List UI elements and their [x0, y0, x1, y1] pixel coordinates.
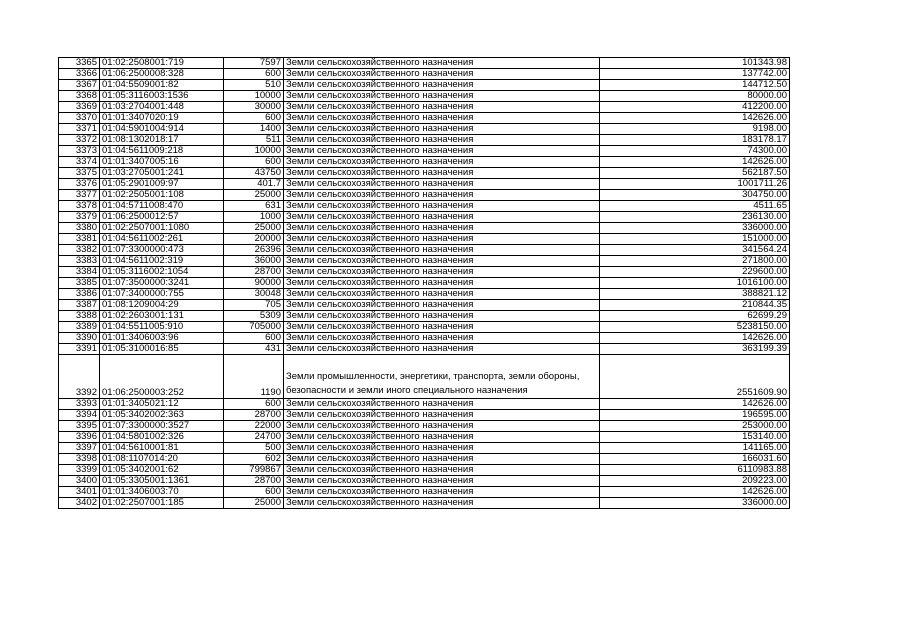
cadastral-number-cell: 01:01:3405021:12: [100, 399, 224, 410]
cadastral-value-cell: 142626.00: [600, 333, 790, 344]
cadastral-value-cell: 4511.65: [600, 201, 790, 212]
land-category-cell: Земли сельскохозяйственного назначения: [284, 124, 600, 135]
area-cell: 631: [224, 201, 284, 212]
row-number-cell: 3369: [59, 102, 100, 113]
row-number-cell: 3401: [59, 487, 100, 498]
land-category-cell: Земли сельскохозяйственного назначения: [284, 146, 600, 157]
row-number-cell: 3391: [59, 344, 100, 355]
cadastral-number-cell: 01:01:3407020:19: [100, 113, 224, 124]
cadastral-value-cell: 5238150.00: [600, 322, 790, 333]
cadastral-value-cell: 183178.17: [600, 135, 790, 146]
cadastral-value-cell: 141165.00: [600, 443, 790, 454]
table-row: [59, 146, 790, 157]
row-number-cell: 3365: [59, 58, 100, 69]
cadastral-value-cell: 236130.00: [600, 212, 790, 223]
cadastral-number-cell: 01:01:3407005:16: [100, 157, 224, 168]
area-cell: 28700: [224, 410, 284, 421]
row-number-cell: 3376: [59, 179, 100, 190]
cadastral-value-cell: 153140.00: [600, 432, 790, 443]
land-category-cell: Земли сельскохозяйственного назначения: [284, 234, 600, 245]
row-number-cell: 3379: [59, 212, 100, 223]
area-cell: 25000: [224, 190, 284, 201]
cadastral-number-cell: 01:04:5711008:470: [100, 201, 224, 212]
cadastral-value-cell: 363199.39: [600, 344, 790, 355]
table-row: [59, 58, 790, 69]
cadastral-number-cell: 01:04:5801002:326: [100, 432, 224, 443]
cadastral-number-cell: 01:07:3500000:3241: [100, 278, 224, 289]
table-row: [59, 289, 790, 300]
cadastral-number-cell: 01:01:3406003:96: [100, 333, 224, 344]
row-number-cell: 3389: [59, 322, 100, 333]
row-number-cell: 3393: [59, 399, 100, 410]
area-cell: 7597: [224, 58, 284, 69]
row-number-cell: 3399: [59, 465, 100, 476]
table-row: [59, 322, 790, 333]
land-category-cell: Земли сельскохозяйственного назначения: [284, 113, 600, 124]
land-category-cell: Земли сельскохозяйственного назначения: [284, 168, 600, 179]
table-row: [59, 454, 790, 465]
cadastral-value-cell: 412200.00: [600, 102, 790, 113]
cadastral-number-cell: 01:02:2507001:185: [100, 498, 224, 509]
cadastral-value-cell: 142626.00: [600, 399, 790, 410]
cadastral-number-cell: 01:04:5611002:319: [100, 256, 224, 267]
cadastral-value-cell: 336000.00: [600, 223, 790, 234]
table-row: [59, 476, 790, 487]
cadastral-number-cell: 01:07:3300000:3527: [100, 421, 224, 432]
land-category-cell: Земли сельскохозяйственного назначения: [284, 69, 600, 80]
land-category-cell: Земли сельскохозяйственного назначения: [284, 399, 600, 410]
cadastral-number-cell: 01:08:1302018:17: [100, 135, 224, 146]
cadastral-number-cell: 01:07:3300000:473: [100, 245, 224, 256]
area-cell: 28700: [224, 267, 284, 278]
table-row: [59, 102, 790, 113]
cadastral-value-cell: 74300.00: [600, 146, 790, 157]
cadastral-value-cell: 253000.00: [600, 421, 790, 432]
cadastral-value-cell: 9198.00: [600, 124, 790, 135]
table-row: [59, 333, 790, 344]
table-row: [59, 80, 790, 91]
table-row: [59, 135, 790, 146]
table-row: [59, 487, 790, 498]
area-cell: 90000: [224, 278, 284, 289]
table-row: [59, 300, 790, 311]
cadastral-number-cell: 01:07:3400000:755: [100, 289, 224, 300]
row-number-cell: 3377: [59, 190, 100, 201]
row-number-cell: 3368: [59, 91, 100, 102]
cadastral-number-cell: 01:03:2704001:448: [100, 102, 224, 113]
cadastral-number-cell: 01:04:5610001:81: [100, 443, 224, 454]
table-row: [59, 212, 790, 223]
cadastral-number-cell: 01:08:1107014:20: [100, 454, 224, 465]
cadastral-value-cell: 271800.00: [600, 256, 790, 267]
table-row: [59, 69, 790, 80]
land-category-cell: Земли сельскохозяйственного назначения: [284, 311, 600, 322]
row-number-cell: 3387: [59, 300, 100, 311]
land-category-cell: Земли сельскохозяйственного назначения: [284, 212, 600, 223]
row-number-cell: 3381: [59, 234, 100, 245]
cadastral-value-cell: 144712.50: [600, 80, 790, 91]
row-number-cell: 3382: [59, 245, 100, 256]
area-cell: 510: [224, 80, 284, 91]
table-row: [59, 421, 790, 432]
cadastral-value-cell: 101343.98: [600, 58, 790, 69]
land-category-cell: Земли сельскохозяйственного назначения: [284, 135, 600, 146]
land-category-cell: Земли сельскохозяйственного назначения: [284, 454, 600, 465]
area-cell: 1000: [224, 212, 284, 223]
cadastral-value-cell: 388821.12: [600, 289, 790, 300]
cadastral-value-cell: 209223.00: [600, 476, 790, 487]
land-category-cell: Земли сельскохозяйственного назначения: [284, 289, 600, 300]
table-row: [59, 190, 790, 201]
area-cell: 799867: [224, 465, 284, 476]
row-number-cell: 3380: [59, 223, 100, 234]
area-cell: 30048: [224, 289, 284, 300]
area-cell: 36000: [224, 256, 284, 267]
cadastral-number-cell: 01:04:5611009:218: [100, 146, 224, 157]
cadastral-number-cell: 01:05:3116003:1536: [100, 91, 224, 102]
land-category-cell: Земли сельскохозяйственного назначения: [284, 333, 600, 344]
table-row: [59, 432, 790, 443]
area-cell: 500: [224, 443, 284, 454]
land-category-cell: Земли сельскохозяйственного назначения: [284, 91, 600, 102]
land-category-cell: Земли сельскохозяйственного назначения: [284, 344, 600, 355]
table-row: [59, 311, 790, 322]
cadastral-number-cell: 01:06:2500003:252: [100, 355, 224, 399]
cadastral-number-cell: 01:04:5509001:82: [100, 80, 224, 91]
row-number-cell: 3390: [59, 333, 100, 344]
area-cell: 431: [224, 344, 284, 355]
area-cell: 600: [224, 157, 284, 168]
cadastral-value-cell: 1001711.26: [600, 179, 790, 190]
land-category-cell: Земли сельскохозяйственного назначения: [284, 498, 600, 509]
row-number-cell: 3385: [59, 278, 100, 289]
row-number-cell: 3371: [59, 124, 100, 135]
table-row: [59, 168, 790, 179]
land-category-cell: Земли сельскохозяйственного назначения: [284, 487, 600, 498]
cadastral-value-cell: 229600.00: [600, 267, 790, 278]
area-cell: 22000: [224, 421, 284, 432]
table-row: [59, 245, 790, 256]
cadastral-value-cell: 341564.24: [600, 245, 790, 256]
cadastral-value-cell: 1016100.00: [600, 278, 790, 289]
cadastral-value-cell: 142626.00: [600, 487, 790, 498]
cadastral-number-cell: 01:02:2505001:108: [100, 190, 224, 201]
cadastral-value-cell: 142626.00: [600, 157, 790, 168]
cadastral-number-cell: 01:04:5901004:914: [100, 124, 224, 135]
area-cell: 600: [224, 487, 284, 498]
cadastral-value-cell: 137742.00: [600, 69, 790, 80]
land-category-cell: Земли сельскохозяйственного назначения: [284, 465, 600, 476]
row-number-cell: 3373: [59, 146, 100, 157]
area-cell: 25000: [224, 498, 284, 509]
table-row: [59, 410, 790, 421]
table-row: [59, 399, 790, 410]
row-number-cell: 3398: [59, 454, 100, 465]
cadastral-value-cell: 196595.00: [600, 410, 790, 421]
land-category-cell: Земли сельскохозяйственного назначения: [284, 267, 600, 278]
row-number-cell: 3394: [59, 410, 100, 421]
cadastral-number-cell: 01:08:1209004:29: [100, 300, 224, 311]
row-number-cell: 3374: [59, 157, 100, 168]
area-cell: 705: [224, 300, 284, 311]
cadastral-number-cell: 01:05:2901009:97: [100, 179, 224, 190]
area-cell: 24700: [224, 432, 284, 443]
land-category-cell: Земли сельскохозяйственного назначения: [284, 58, 600, 69]
table-row: [59, 91, 790, 102]
table-row: [59, 113, 790, 124]
table-row: [59, 223, 790, 234]
land-category-cell: Земли сельскохозяйственного назначения: [284, 80, 600, 91]
area-cell: 10000: [224, 91, 284, 102]
area-cell: 10000: [224, 146, 284, 157]
row-number-cell: 3383: [59, 256, 100, 267]
land-category-cell: Земли сельскохозяйственного назначения: [284, 476, 600, 487]
row-number-cell: 3366: [59, 69, 100, 80]
area-cell: 1190: [224, 355, 284, 399]
row-number-cell: 3395: [59, 421, 100, 432]
land-category-cell: Земли сельскохозяйственного назначения: [284, 443, 600, 454]
table-row: [59, 256, 790, 267]
cadastral-value-cell: 142626.00: [600, 113, 790, 124]
cadastral-value-cell: 210844.35: [600, 300, 790, 311]
table-row: [59, 234, 790, 245]
cadastral-value-cell: 166031.60: [600, 454, 790, 465]
land-category-cell: Земли сельскохозяйственного назначения: [284, 432, 600, 443]
cadastral-number-cell: 01:02:2603001:131: [100, 311, 224, 322]
area-cell: 511: [224, 135, 284, 146]
land-category-cell: Земли промышленности, энергетики, транспорта, земли обороны, безопасности и земли иного специального назначения: [284, 355, 600, 399]
area-cell: 1400: [224, 124, 284, 135]
area-cell: 401.7: [224, 179, 284, 190]
cadastral-number-cell: 01:05:3100016:85: [100, 344, 224, 355]
land-category-cell: Земли сельскохозяйственного назначения: [284, 102, 600, 113]
table-row: [59, 179, 790, 190]
area-cell: 25000: [224, 223, 284, 234]
land-category-cell: Земли сельскохозяйственного назначения: [284, 223, 600, 234]
row-number-cell: 3378: [59, 201, 100, 212]
cadastral-number-cell: 01:06:2500012:57: [100, 212, 224, 223]
table-row: [59, 278, 790, 289]
cadastral-value-cell: 562187.50: [600, 168, 790, 179]
area-cell: 602: [224, 454, 284, 465]
table-row: [59, 355, 790, 399]
cadastral-number-cell: 01:04:5511005:910: [100, 322, 224, 333]
cadastral-number-cell: 01:05:3402001:62: [100, 465, 224, 476]
land-category-cell: Земли сельскохозяйственного назначения: [284, 157, 600, 168]
area-cell: 28700: [224, 476, 284, 487]
table-row: [59, 157, 790, 168]
land-category-cell: Земли сельскохозяйственного назначения: [284, 179, 600, 190]
land-category-cell: Земли сельскохозяйственного назначения: [284, 190, 600, 201]
area-cell: 30000: [224, 102, 284, 113]
land-category-cell: Земли сельскохозяйственного назначения: [284, 421, 600, 432]
row-number-cell: 3392: [59, 355, 100, 399]
cadastral-value-cell: 151000.00: [600, 234, 790, 245]
area-cell: 705000: [224, 322, 284, 333]
row-number-cell: 3384: [59, 267, 100, 278]
row-number-cell: 3370: [59, 113, 100, 124]
cadastral-number-cell: 01:05:3116002:1054: [100, 267, 224, 278]
area-cell: 600: [224, 399, 284, 410]
area-cell: 5309: [224, 311, 284, 322]
table-row: [59, 344, 790, 355]
cadastral-number-cell: 01:02:2507001:1080: [100, 223, 224, 234]
table-body: [59, 58, 790, 509]
cadastral-value-cell: 304750.00: [600, 190, 790, 201]
row-number-cell: 3386: [59, 289, 100, 300]
area-cell: 26396: [224, 245, 284, 256]
table-row: [59, 465, 790, 476]
land-category-cell: Земли сельскохозяйственного назначения: [284, 300, 600, 311]
row-number-cell: 3402: [59, 498, 100, 509]
land-category-cell: Земли сельскохозяйственного назначения: [284, 278, 600, 289]
cadastral-number-cell: 01:05:3305001:1361: [100, 476, 224, 487]
land-category-cell: Земли сельскохозяйственного назначения: [284, 410, 600, 421]
row-number-cell: 3367: [59, 80, 100, 91]
table-row: [59, 267, 790, 278]
land-category-cell: Земли сельскохозяйственного назначения: [284, 245, 600, 256]
cadastral-number-cell: 01:05:3402002:363: [100, 410, 224, 421]
row-number-cell: 3400: [59, 476, 100, 487]
area-cell: 600: [224, 69, 284, 80]
cadastral-value-cell: 2551609.90: [600, 355, 790, 399]
row-number-cell: 3372: [59, 135, 100, 146]
document-page: [58, 57, 790, 509]
area-cell: 600: [224, 333, 284, 344]
cadastral-value-cell: 336000.00: [600, 498, 790, 509]
row-number-cell: 3375: [59, 168, 100, 179]
cadastral-number-cell: 01:02:2508001:719: [100, 58, 224, 69]
area-cell: 20000: [224, 234, 284, 245]
cadastral-number-cell: 01:04:5611002:261: [100, 234, 224, 245]
cadastral-value-cell: 6110983.88: [600, 465, 790, 476]
table-row: [59, 498, 790, 509]
land-category-cell: Земли сельскохозяйственного назначения: [284, 322, 600, 333]
row-number-cell: 3396: [59, 432, 100, 443]
land-category-cell: Земли сельскохозяйственного назначения: [284, 256, 600, 267]
land-category-cell: Земли сельскохозяйственного назначения: [284, 201, 600, 212]
cadastral-number-cell: 01:03:2705001:241: [100, 168, 224, 179]
cadastral-value-cell: 62699.29: [600, 311, 790, 322]
cadastral-value-cell: 80000.00: [600, 91, 790, 102]
row-number-cell: 3388: [59, 311, 100, 322]
table-row: [59, 201, 790, 212]
row-number-cell: 3397: [59, 443, 100, 454]
cadastral-number-cell: 01:06:2500008:328: [100, 69, 224, 80]
area-cell: 43750: [224, 168, 284, 179]
cadastral-number-cell: 01:01:3406003:70: [100, 487, 224, 498]
table-row: [59, 124, 790, 135]
land-registry-table: [58, 57, 790, 509]
area-cell: 600: [224, 113, 284, 124]
table-row: [59, 443, 790, 454]
